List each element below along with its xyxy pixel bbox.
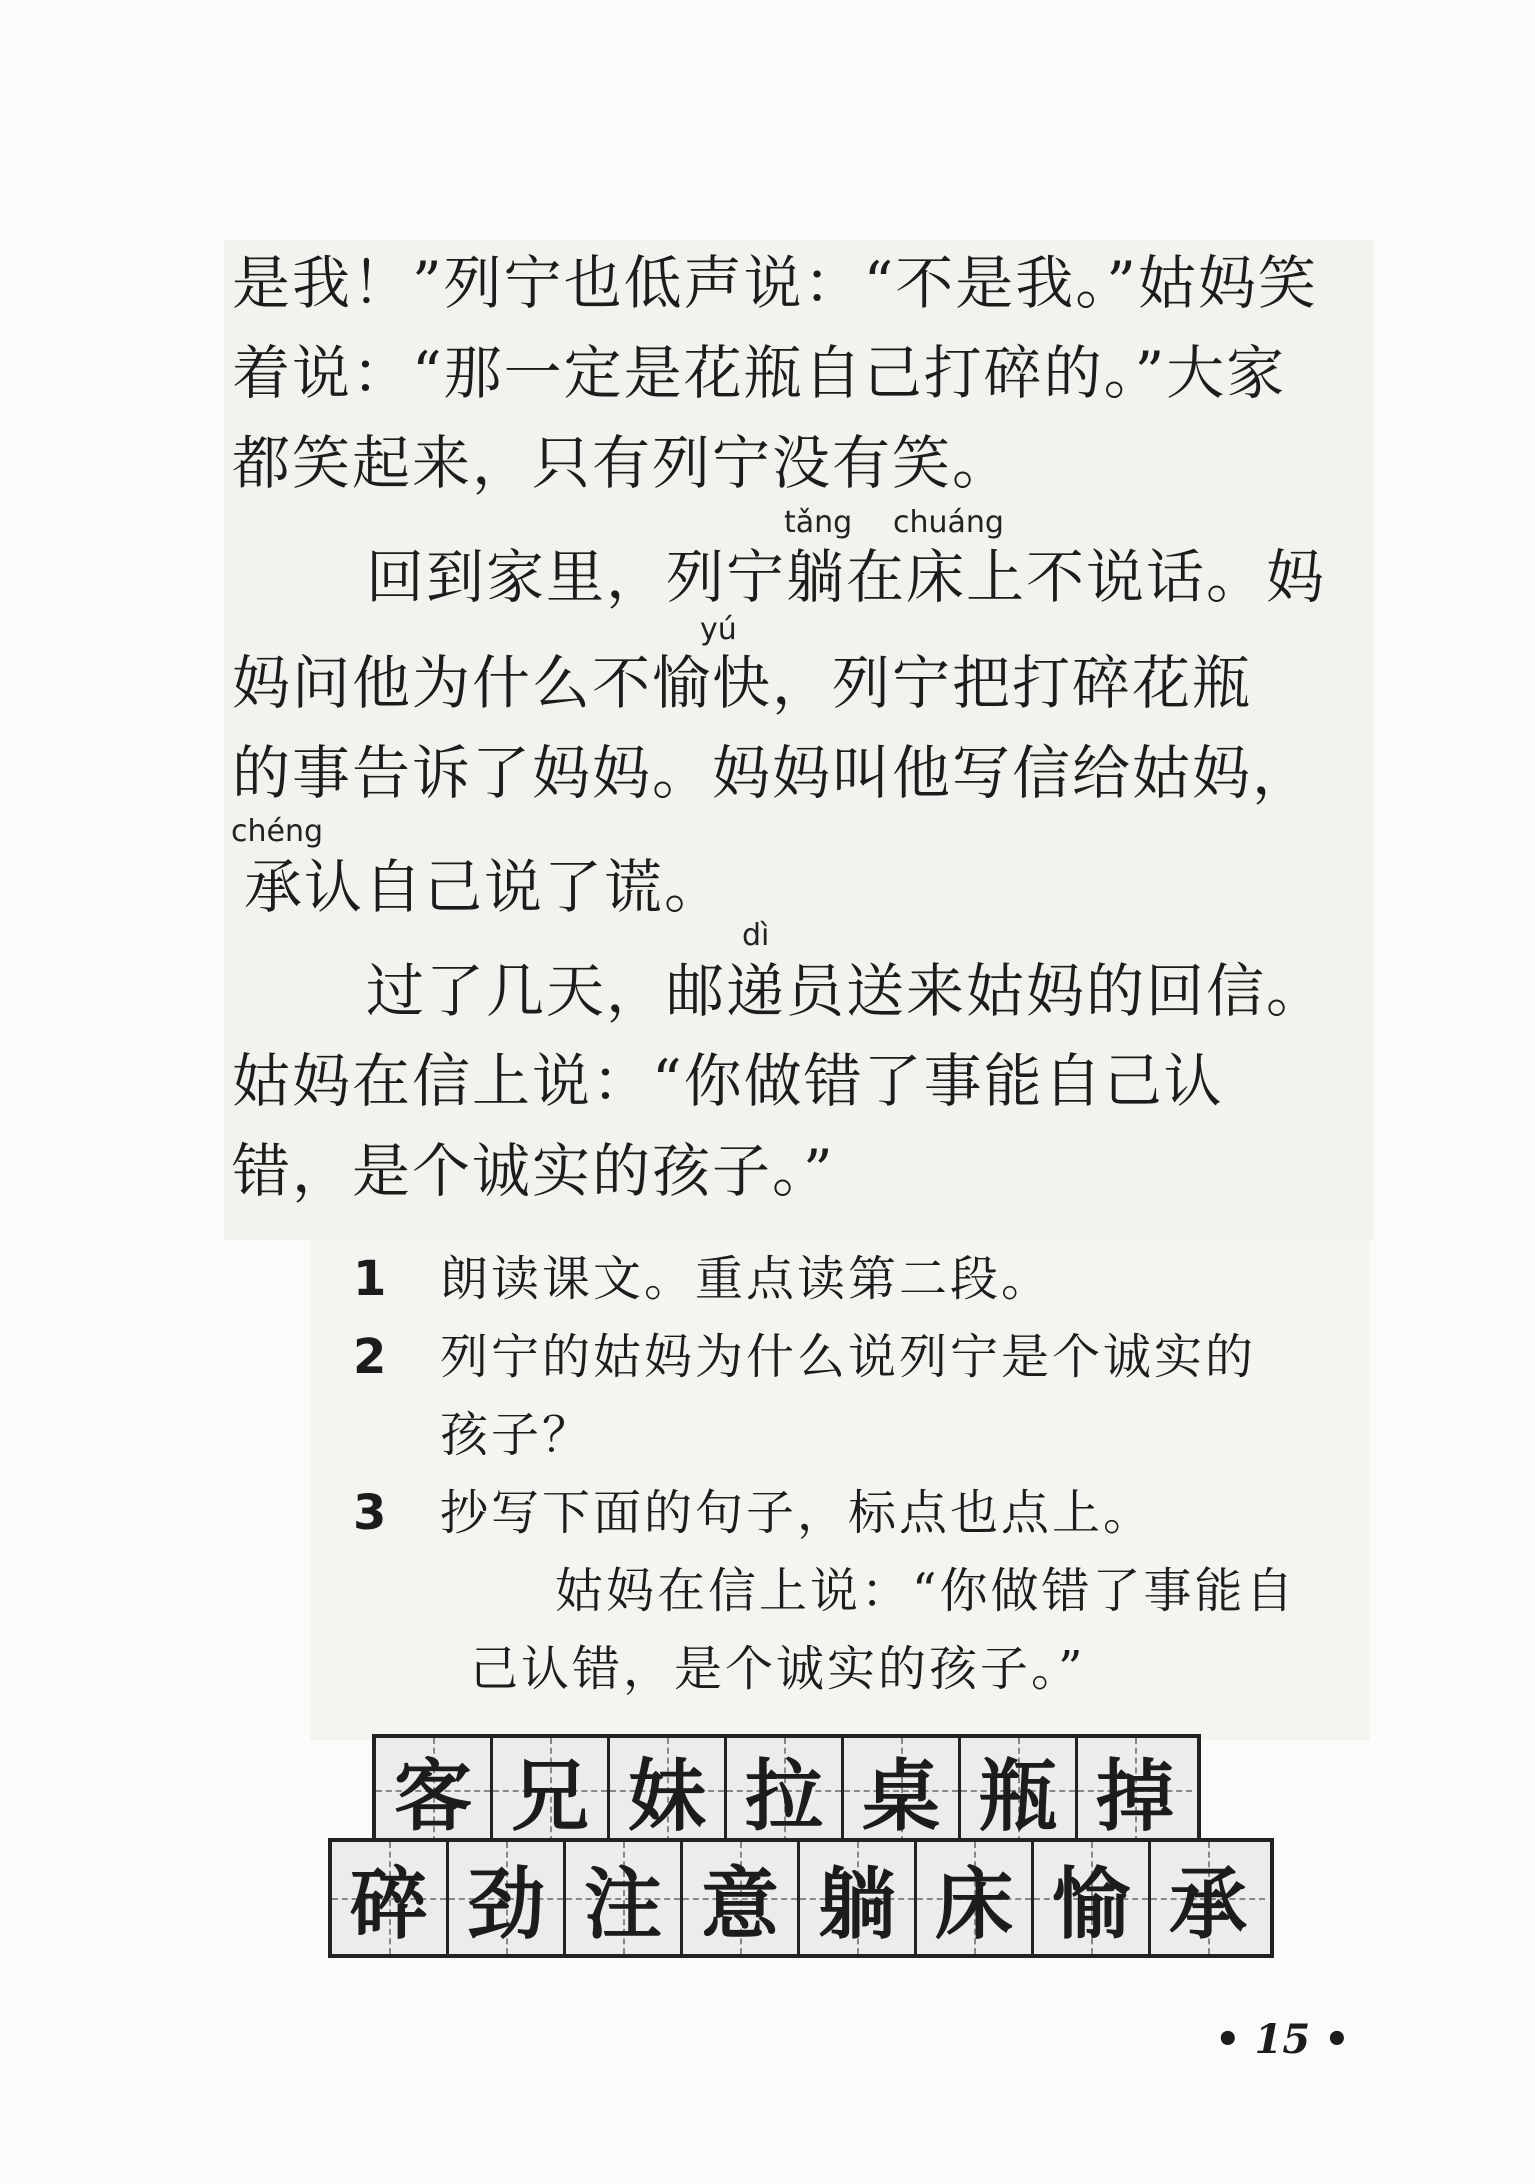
exercise-text-1: 朗读课文。重点读第二段。 (440, 1251, 1053, 1307)
text-line-8: 过了几天，邮递员送来姑妈的回信。 (366, 957, 1327, 1025)
character-grid-row-1 (372, 1734, 1201, 1846)
text-line-6: 的事告诉了妈妈。妈妈叫他写信给姑妈， (232, 739, 1313, 807)
exercise-text-3: 抄写下面的句子，标点也点上。 (440, 1485, 1155, 1541)
char-cell (610, 1738, 727, 1842)
text-line-4: 回到家里，列宁躺在床上不说话。妈 (366, 543, 1327, 611)
char: 承 (1168, 1859, 1247, 1950)
text-line-7: 承认自己说了谎。 (244, 853, 725, 921)
char: 桌 (861, 1751, 940, 1842)
char: 瓶 (978, 1751, 1057, 1842)
char: 拉 (744, 1751, 823, 1842)
char-cell (917, 1842, 1034, 1954)
char: 碎 (349, 1859, 428, 1950)
char: 客 (393, 1751, 472, 1842)
char-cell (493, 1738, 610, 1842)
pinyin-tang: tǎng (784, 505, 853, 540)
char-cell (683, 1842, 800, 1954)
char: 床 (934, 1859, 1013, 1950)
char: 妹 (627, 1751, 706, 1842)
char: 意 (700, 1859, 779, 1950)
text-line-9: 姑妈在信上说：“你做错了事能自己认 (232, 1047, 1224, 1115)
char-cell (1034, 1842, 1151, 1954)
char-cell (1151, 1842, 1265, 1954)
page-number: • 15 • (1215, 2016, 1350, 2063)
text-line-3: 都笑起来，只有列宁没有笑。 (232, 429, 1013, 497)
copy-sentence-line-2: 己认错，是个诚实的孩子。” (470, 1641, 1086, 1697)
char-cell (844, 1738, 961, 1842)
pinyin-chuang: chuáng (893, 505, 1004, 540)
copy-sentence-line-1: 姑妈在信上说：“你做错了事能自 (555, 1563, 1297, 1619)
text-line-5: 妈问他为什么不愉快，列宁把打碎花瓶 (232, 649, 1253, 717)
exercise-number-1: 1 (353, 1251, 387, 1307)
char: 掉 (1095, 1751, 1174, 1842)
char-cell (1078, 1738, 1192, 1842)
char: 兄 (510, 1751, 589, 1842)
character-grid-row-2 (328, 1838, 1274, 1958)
char-cell (961, 1738, 1078, 1842)
char: 注 (583, 1859, 662, 1950)
char: 躺 (817, 1859, 896, 1950)
char-cell (566, 1842, 683, 1954)
pinyin-di: dì (742, 918, 770, 953)
exercise-number-3: 3 (353, 1485, 387, 1541)
char-cell (727, 1738, 844, 1842)
pinyin-yu: yú (700, 612, 737, 647)
char: 愉 (1051, 1859, 1130, 1950)
char: 劲 (466, 1859, 545, 1950)
pinyin-cheng: chéng (231, 814, 324, 849)
text-line-2: 着说：“那一定是花瓶自己打碎的。”大家 (232, 339, 1287, 407)
char-cell (332, 1842, 449, 1954)
exercise-text-2a: 列宁的姑妈为什么说列宁是个诚实的 (440, 1329, 1257, 1385)
exercise-number-2: 2 (353, 1329, 387, 1385)
text-line-10: 错，是个诚实的孩子。” (232, 1137, 835, 1205)
char-cell (800, 1842, 917, 1954)
exercise-text-2b: 孩子？ (440, 1407, 594, 1463)
text-line-1: 是我！”列宁也低声说：“不是我。”姑妈笑 (232, 249, 1318, 317)
char-cell (376, 1738, 493, 1842)
char-cell (449, 1842, 566, 1954)
